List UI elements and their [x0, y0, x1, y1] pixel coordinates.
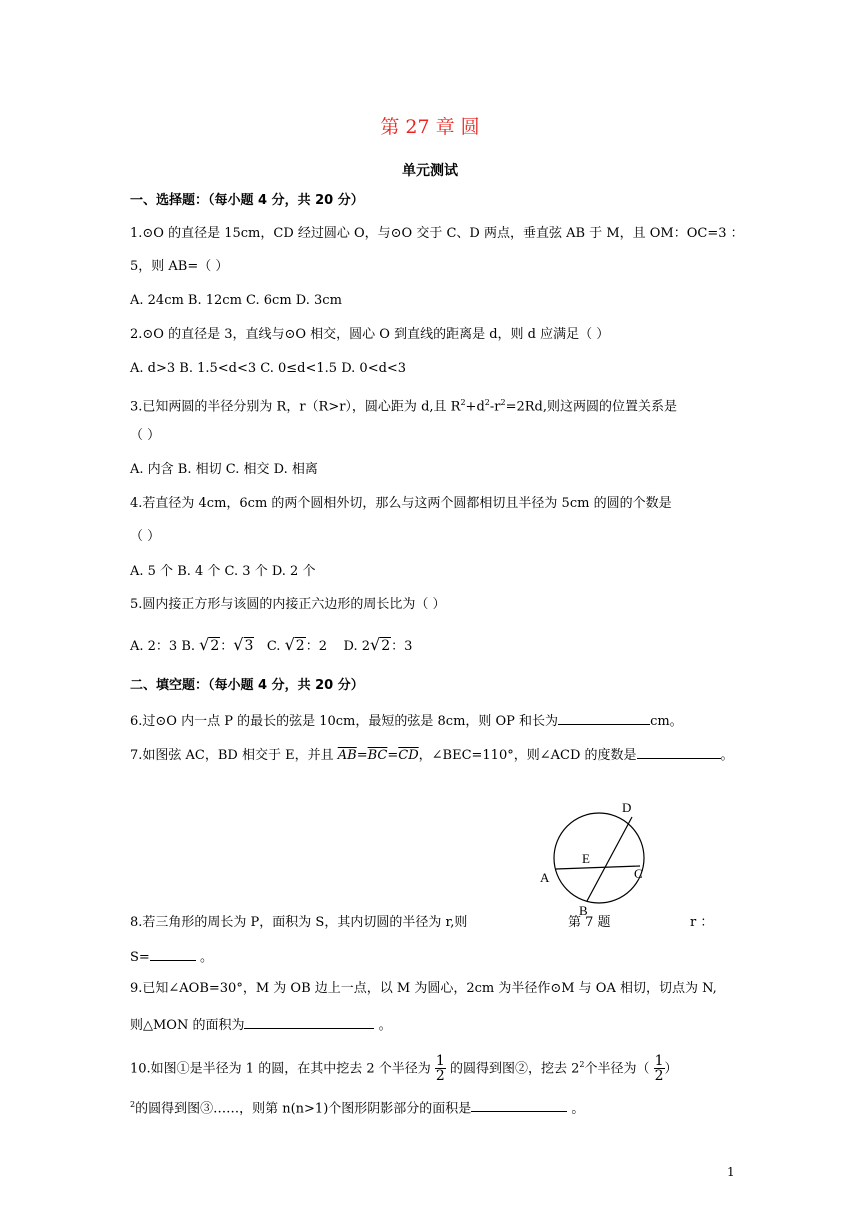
q3-text-c: -r — [489, 399, 501, 415]
sqrt-2-d: √2 — [370, 635, 391, 654]
q9-text: 则△MON 的面积为 — [130, 1018, 245, 1033]
section-2-heading: 二、填空题：（每小题 4 分，共 20 分） — [130, 678, 364, 693]
label-e: E — [582, 851, 590, 866]
subtitle: 单元测试 — [402, 163, 458, 179]
q7-text-b: ，∠BEC=110°，则∠ACD 的度数是 — [418, 748, 637, 763]
sqrt-2-a: √2 — [199, 635, 220, 654]
q4-line2: （ ） — [130, 529, 161, 544]
q3-line1 — [130, 394, 677, 416]
q3-options: A. 内含 B. 相切 C. 相交 D. 相离 — [130, 462, 318, 477]
q8-line2 — [130, 946, 213, 967]
circle-figure — [538, 798, 658, 928]
arc-bc: $\overline{BC}$ — [367, 748, 388, 763]
q10-line1 — [130, 1050, 678, 1084]
q8-text: 8.若三角形的周长为 P，面积为 S，其内切圆的半径为 r,则 — [130, 915, 468, 930]
q10-text-a: 10.如图①是半径为 1 的圆，在其中挖去 2 个半径为 — [130, 1061, 431, 1077]
q6-text: 6.过⊙O 内一点 P 的最长的弦是 10cm，最短的弦是 8cm，则 OP 和长为 — [130, 714, 559, 729]
q7-text-a: 7.如图弦 AC，BD 相交于 E，并且 — [130, 748, 334, 763]
q7-eq2: = — [387, 748, 399, 763]
q4-line1: 4.若直径为 4cm，6cm 的两个圆相外切，那么与这两个圆都相切且半径为 5cm 的圆的个数是 — [130, 496, 672, 511]
q8-answer-blank[interactable] — [150, 946, 196, 961]
page-number: 1 — [727, 1165, 735, 1179]
arc-cd: $\overline{CD}$ — [398, 748, 419, 763]
q9-line1: 9.已知∠AOB=30°，M 为 OB 边上一点，以 M 为圆心，2cm 为半径作⊙M 与 OA 相切，切点为 N, — [130, 981, 717, 996]
q8-tail: 。 — [195, 950, 213, 965]
q10-text-d: ） — [664, 1061, 678, 1077]
q8-line1 — [130, 914, 467, 932]
chord-ac — [556, 866, 640, 869]
fraction-one-half: $\frac{1}{2}$ — [435, 1053, 445, 1085]
q10-line2 — [130, 1096, 584, 1118]
q8-line1-tail: r ： — [690, 915, 714, 930]
q3-text-a: 3.已知两圆的半径分别为 R，r（R>r），圆心距为 d,且 R — [130, 399, 461, 415]
label-c: C — [634, 866, 643, 881]
sqrt-3: √3 — [233, 635, 254, 654]
q7-tail: 。 — [720, 748, 734, 763]
label-b: B — [579, 903, 588, 918]
q10-line2-text: 的圆得到图③……，则第 n(n>1)个图形阴影部分的面积是 — [135, 1101, 472, 1117]
section-1-heading: 一、选择题：（每小题 4 分，共 20 分） — [130, 193, 364, 208]
q3-sup-2: 2 — [484, 398, 490, 407]
q7-eq1: = — [356, 748, 368, 763]
q10-text-b: 的圆得到图②，挖去 2 — [449, 1061, 580, 1077]
q10-answer-blank[interactable] — [471, 1097, 567, 1112]
figure-caption: 第 7 题 — [568, 915, 611, 930]
q9-tail: 。 — [374, 1018, 392, 1033]
arc-ab: $\overline{AB}$ — [337, 748, 357, 763]
q4-options: A. 5 个 B. 4 个 C. 3 个 D. 2 个 — [130, 564, 316, 579]
q6-answer-blank[interactable] — [558, 710, 650, 725]
q10-sup: 2 — [579, 1060, 585, 1069]
q5-opt-d-rest: ：3 — [391, 639, 413, 654]
q10-line2-sup: 2 — [130, 1100, 136, 1109]
q5-opt-c: C. — [266, 639, 281, 654]
q3-text-b: +d — [465, 399, 485, 415]
label-d: D — [622, 800, 632, 815]
q8-s-label: S= — [130, 950, 150, 965]
q7-line1 — [130, 744, 734, 765]
q2-line1: 2.⊙O 的直径是 3，直线与⊙O 相交，圆心 O 到直线的距离是 d，则 d 应满足（ ） — [130, 327, 610, 342]
circle — [554, 813, 644, 903]
q10-text-c: 个半径为（ — [584, 1061, 650, 1077]
q5-line1: 5.圆内接正方形与该圆的内接正六边形的周长比为（ ） — [130, 597, 446, 612]
q1-line1: 1.⊙O 的直径是 15cm，CD 经过圆心 O，与⊙O 交于 C、D 两点，垂直弦 AB 于 M，且 OM：OC=3 ： — [130, 226, 744, 241]
chord-bd — [587, 817, 632, 901]
q3-sup-1: 2 — [460, 398, 466, 407]
q3-text-d: =2Rd,则这两圆的位置关系是 — [505, 399, 677, 415]
q5-options — [130, 636, 412, 656]
q3-sup-3: 2 — [500, 398, 506, 407]
q5-opt-c-rest: ：2 — [305, 639, 327, 654]
q1-line2: 5，则 AB=（ ） — [130, 259, 229, 274]
chapter-title: 第 27 章 圆 — [380, 116, 480, 138]
q6-tail: cm。 — [650, 714, 683, 729]
q10-tail: 。 — [567, 1101, 585, 1117]
q5-opt-d: D. 2 — [343, 639, 371, 654]
sqrt-2-c: √2 — [284, 635, 305, 654]
q1-options: A. 24cm B. 12cm C. 6cm D. 3cm — [130, 293, 342, 308]
q9-line2 — [130, 1014, 392, 1035]
q5-opt-a: A. 2：3 B. — [130, 639, 196, 654]
q2-options: A. d>3 B. 1.5<d<3 C. 0≤d<1.5 D. 0<d<3 — [130, 361, 407, 376]
fraction-one-half-2: $\frac{1}{2}$ — [654, 1053, 664, 1085]
label-a: A — [540, 870, 550, 885]
q7-answer-blank[interactable] — [637, 744, 721, 759]
q3-line2: （ ） — [130, 428, 161, 443]
q9-answer-blank[interactable] — [244, 1014, 374, 1029]
q6-line1 — [130, 710, 683, 731]
q5-colon-b: ： — [220, 639, 234, 654]
